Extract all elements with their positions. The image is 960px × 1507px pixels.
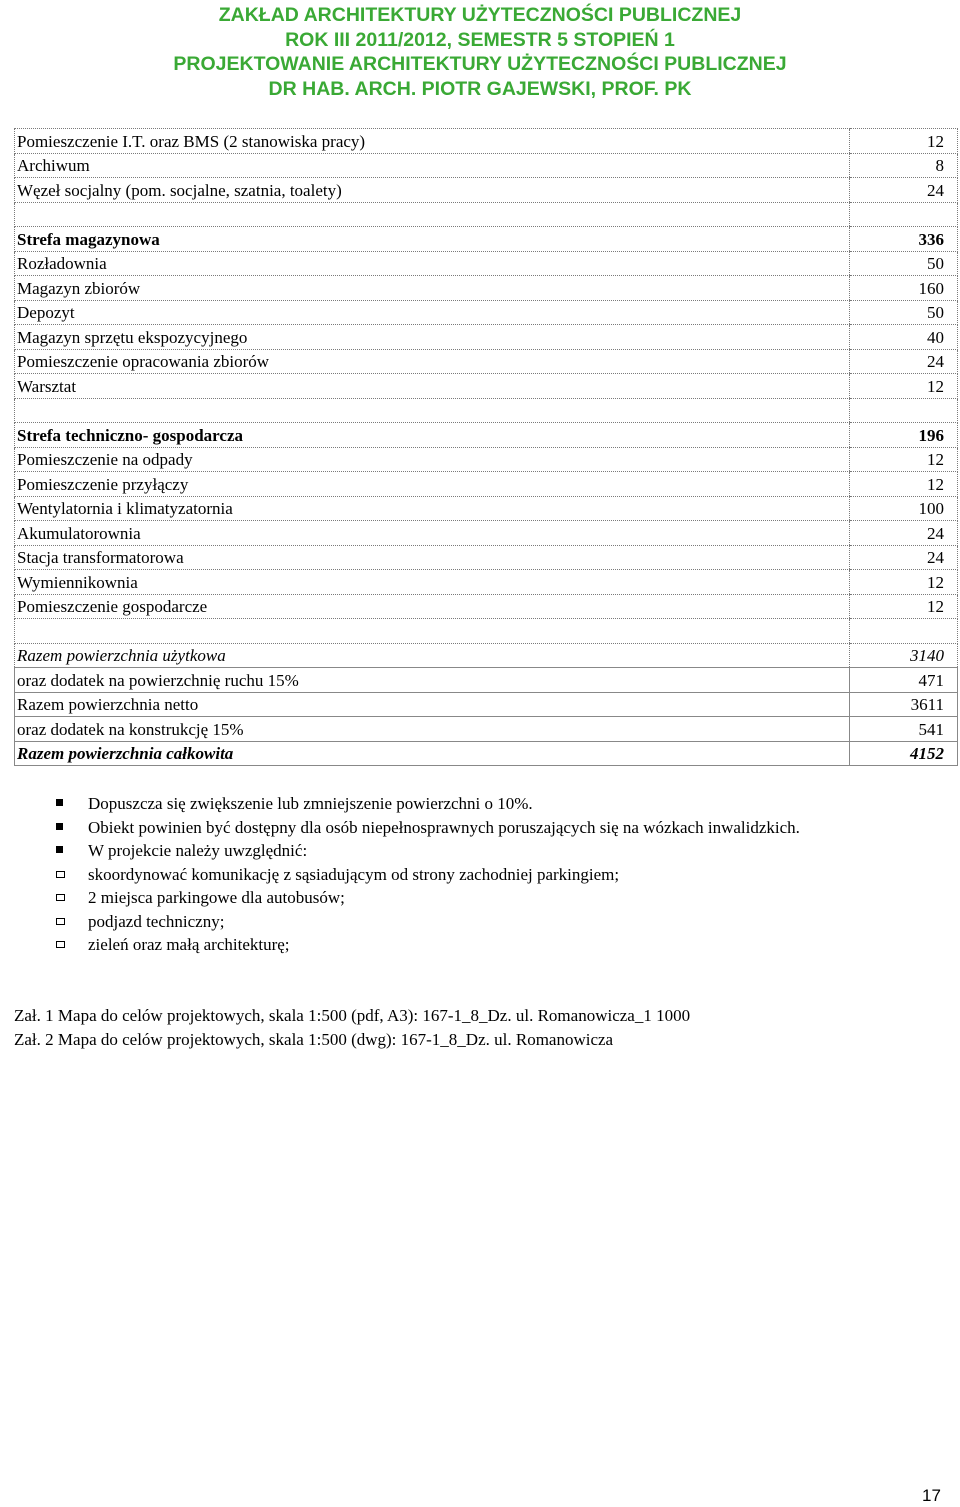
- room-name: Razem powierzchnia całkowita: [15, 741, 850, 766]
- room-area: 12: [850, 447, 958, 472]
- room-name: Pomieszczenie przyłączy: [15, 472, 850, 497]
- header-line-course: PROJEKTOWANIE ARCHITEKTURY UŻYTECZNOŚCI PUBLICZNEJ: [173, 53, 787, 75]
- requirement-item: [56, 792, 916, 816]
- table-row: [15, 153, 958, 178]
- requirement-text: Obiekt powinien być dostępny dla osób niepełnosprawnych poruszających się na wózkach inwalidzkich.: [88, 817, 800, 837]
- requirement-item: [56, 910, 916, 934]
- table-row: [15, 570, 958, 595]
- requirement-item: [56, 816, 916, 840]
- table-row: [15, 374, 958, 399]
- table-row: [15, 423, 958, 448]
- room-area: 336: [850, 227, 958, 252]
- header-line-semester: ROK III 2011/2012, SEMESTR 5 STOPIEŃ 1: [285, 28, 675, 51]
- hollow-bullet-icon: [56, 871, 65, 878]
- room-area: 541: [850, 717, 958, 742]
- room-name: [15, 398, 850, 423]
- room-name: oraz dodatek na konstrukcję 15%: [15, 717, 850, 742]
- table-row: [15, 325, 958, 350]
- table-spacer-row: [15, 398, 958, 423]
- table-row: [15, 545, 958, 570]
- page-number: 17: [922, 1486, 941, 1505]
- table-row: [15, 594, 958, 619]
- room-name: [15, 202, 850, 227]
- table-row: [15, 717, 958, 742]
- table-row: [15, 178, 958, 203]
- room-name: Pomieszczenie I.T. oraz BMS (2 stanowiska pracy): [15, 129, 850, 154]
- table-row: [15, 349, 958, 374]
- room-name: Rozładownia: [15, 251, 850, 276]
- room-name: Razem powierzchnia netto: [15, 692, 850, 717]
- room-name: Magazyn sprzętu ekspozycyjnego: [15, 325, 850, 350]
- room-name: Stacja transformatorowa: [15, 545, 850, 570]
- requirements-list: [56, 792, 916, 957]
- table-spacer-row: [15, 202, 958, 227]
- room-name: Magazyn zbiorów: [15, 276, 850, 301]
- square-bullet-icon: [56, 823, 63, 830]
- table-row: [15, 227, 958, 252]
- table-row: [15, 447, 958, 472]
- requirement-text: podjazd techniczny;: [88, 911, 225, 931]
- table-row: [15, 472, 958, 497]
- room-area: 4152: [850, 741, 958, 766]
- room-name: Pomieszczenie na odpady: [15, 447, 850, 472]
- document-header: [0, 3, 960, 101]
- table-row: [15, 521, 958, 546]
- room-name: Węzeł socjalny (pom. socjalne, szatnia, toalety): [15, 178, 850, 203]
- room-area: 471: [850, 668, 958, 693]
- requirement-text: W projekcie należy uwzględnić:: [88, 841, 308, 860]
- square-bullet-icon: [56, 846, 63, 853]
- header-line-lecturer: DR HAB. ARCH. PIOTR GAJEWSKI, PROF. PK: [268, 77, 692, 100]
- requirement-text: skoordynować komunikację z sąsiadującym od strony zachodniej parkingiem;: [88, 864, 620, 884]
- requirement-item: [56, 886, 916, 910]
- room-name: Wymiennikownia: [15, 570, 850, 595]
- room-area: 12: [850, 570, 958, 595]
- room-name: Depozyt: [15, 300, 850, 325]
- room-area: 3140: [850, 643, 958, 668]
- room-area: 12: [850, 129, 958, 154]
- room-name: Pomieszczenie opracowania zbiorów: [15, 349, 850, 374]
- table-row: [15, 741, 958, 766]
- table-row: [15, 496, 958, 521]
- room-area: [850, 619, 958, 644]
- room-area: 24: [850, 521, 958, 546]
- table-row: [15, 129, 958, 154]
- room-area: 12: [850, 472, 958, 497]
- room-name: Akumulatorownia: [15, 521, 850, 546]
- room-area: 24: [850, 545, 958, 570]
- requirement-item: [56, 863, 916, 887]
- room-name: Archiwum: [15, 153, 850, 178]
- room-name: [15, 619, 850, 644]
- hollow-bullet-icon: [56, 894, 65, 901]
- room-area: 50: [850, 300, 958, 325]
- room-area: 12: [850, 594, 958, 619]
- table-spacer-row: [15, 619, 958, 644]
- room-area: 24: [850, 178, 958, 203]
- room-area: 50: [850, 251, 958, 276]
- requirement-text: Dopuszcza się zwiększenie lub zmniejszenie powierzchni o 10%.: [88, 794, 533, 813]
- table-row: [15, 300, 958, 325]
- attachments-list: [14, 1004, 944, 1052]
- table-row: [15, 276, 958, 301]
- room-name: oraz dodatek na powierzchnię ruchu 15%: [15, 668, 850, 693]
- header-line-institute: ZAKŁAD ARCHITEKTURY UŻYTECZNOŚCI PUBLICZNEJ: [218, 4, 742, 26]
- room-area: 12: [850, 374, 958, 399]
- room-name: Strefa techniczno- gospodarcza: [15, 423, 850, 448]
- room-area: [850, 398, 958, 423]
- room-name: Wentylatornia i klimatyzatornia: [15, 496, 850, 521]
- room-name: Pomieszczenie gospodarcze: [15, 594, 850, 619]
- area-table-body: [15, 129, 958, 766]
- table-row: [15, 643, 958, 668]
- room-area: 8: [850, 153, 958, 178]
- table-row: [15, 251, 958, 276]
- room-area: 100: [850, 496, 958, 521]
- table-row: [15, 668, 958, 693]
- room-area: 24: [850, 349, 958, 374]
- requirement-text: zieleń oraz małą architekturę;: [88, 935, 290, 954]
- room-area: [850, 202, 958, 227]
- requirement-item: [56, 839, 916, 863]
- area-table: [14, 128, 958, 766]
- requirement-text: 2 miejsca parkingowe dla autobusów;: [88, 888, 345, 907]
- room-name: Razem powierzchnia użytkowa: [15, 643, 850, 668]
- room-name: Warsztat: [15, 374, 850, 399]
- table-row: [15, 692, 958, 717]
- hollow-bullet-icon: [56, 918, 65, 925]
- room-area: 196: [850, 423, 958, 448]
- requirement-item: [56, 933, 916, 957]
- room-area: 3611: [850, 692, 958, 717]
- room-area: 160: [850, 276, 958, 301]
- attachment-item: Zał. 2 Mapa do celów projektowych, skala 1:500 (dwg): 167-1_8_Dz. ul. Romanowicza: [14, 1030, 614, 1049]
- attachment-item: Zał. 1 Mapa do celów projektowych, skala 1:500 (pdf, A3): 167-1_8_Dz. ul. Romanowicza_1 1000: [14, 1006, 691, 1025]
- square-bullet-icon: [56, 799, 63, 806]
- hollow-bullet-icon: [56, 941, 65, 948]
- room-area: 40: [850, 325, 958, 350]
- room-name: Strefa magazynowa: [15, 227, 850, 252]
